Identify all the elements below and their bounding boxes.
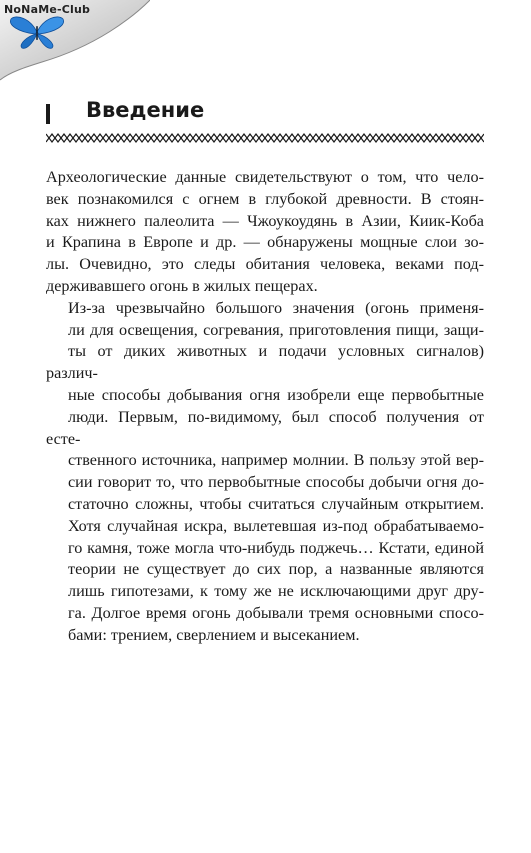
paragraph-2-line-8: статочно сложны, чтобы считаться случайным открытием. — [68, 494, 484, 513]
decorative-rule — [46, 133, 484, 143]
paragraph-2-line-10: го камня, тоже могла что-нибудь поджечь… Кстати, единой — [68, 538, 484, 557]
paragraph-2-line-9: Хотя случайная искра, вылетевшая из-под обрабатываемо- — [68, 516, 484, 535]
paragraph-2-line-5: люди. Первым, по-видимому, был способ получения от есте- — [46, 407, 484, 448]
paragraph-2-line-12: лишь гипотезами, к тому же не исключающими друг дру- — [68, 582, 484, 601]
paragraph-2 — [46, 298, 484, 647]
paragraph-2-line-6: ственного источника, например молнии. В пользу этой вер- — [68, 451, 484, 470]
paragraph-1-line-4: и Крапина в Европе и др. — обнаружены мощные слои зо- — [46, 233, 484, 252]
paragraph-1-line-1: Археологические данные свидетельствуют о том, что чело- — [46, 168, 484, 186]
paragraph-2-line-7: сии говорит то, что первобытные способы добычи огня до- — [68, 473, 484, 492]
butterfly-icon — [8, 14, 66, 50]
paragraph-1-last-line: держивавшего огонь в жилых пещерах. — [46, 276, 318, 295]
chapter-title: Введение — [86, 98, 205, 122]
paragraph-2-line-3: ты от диких животных и подачи условных сигналов) различ- — [46, 342, 484, 383]
chapter-marker — [46, 104, 50, 124]
paragraph-1-line-3: ках нижнего палеолита — Чжоукоудянь в Азии, Киик-Коба — [46, 211, 484, 230]
paragraph-1 — [46, 167, 484, 298]
paragraph-2-last-line: бами: трением, сверлением и высеканием. — [68, 625, 360, 644]
paragraph-1-line-2: век познакомился с огнем в глубокой древности. В стоян- — [46, 189, 484, 208]
paragraph-1-line-5: лы. Очевидно, это следы обитания человека, веками под- — [46, 255, 484, 274]
paragraph-2-line-2: ли для освещения, согревания, приготовления пищи, защи- — [68, 320, 484, 339]
paragraph-2-line-13: га. Долгое время огонь добывали тремя основными спосо- — [68, 603, 484, 622]
paragraph-2-line-11: теории не существует до сих пор, а названные являются — [68, 560, 484, 579]
paragraph-2-line-4: ные способы добывания огня изобрели еще первобытные — [68, 385, 484, 404]
paragraph-2-line-1: Из-за чрезвычайно большого значения (огонь применя- — [68, 298, 484, 317]
page-curl-watermark — [0, 0, 150, 82]
watermark-label: NoNaMe-Club — [4, 3, 91, 16]
body-text — [46, 167, 484, 647]
